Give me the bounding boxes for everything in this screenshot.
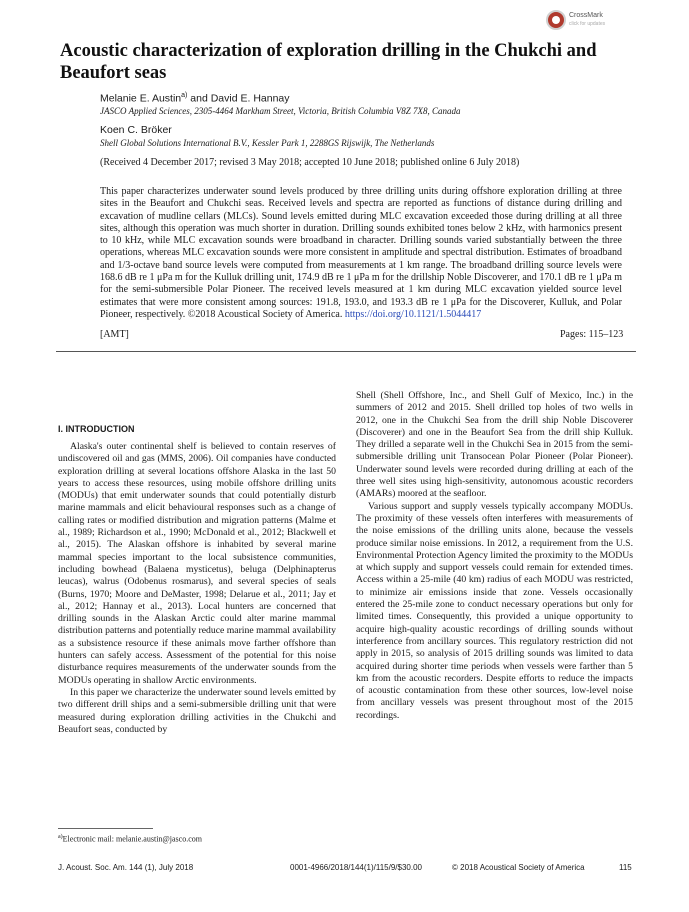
footer-journal: J. Acoust. Soc. Am. 144 (1), July 2018 — [58, 863, 194, 872]
paragraph: In this paper we characterize the underwater sound levels emitted by two different drill ships and a semi-submersible drilling unit that were measured during exploration drilling activities in the Chukchi and Beaufort seas, conducted by — [58, 686, 336, 735]
authors-line-1 — [100, 92, 290, 105]
footer-page-number: 115 — [619, 863, 632, 872]
paragraph: Shell (Shell Offshore, Inc., and Shell Gulf of Mexico, Inc.) in the summers of 2012 and 2015. Shell drilled top holes of two wells in 2012, one in the Chukchi Sea from the drill ship Noble Discoverer (Discoverer) and one in the Beaufort Sea from the drill ship Kulluk. They drilled a separate well in the Chukchi Sea in 2015 from the semi-submersible drilling unit Transocean Polar Pioneer (Polar Pioneer). Underwater sound levels were recorded during drilling at each of the three well sites using high-sensitivity, autonomous acoustic recorders (AMARs) moored at the seafloor. — [356, 390, 633, 500]
author-names-rest: and David E. Hannay — [187, 92, 290, 105]
affiliation-2: Shell Global Solutions International B.V., Kessler Park 1, 2288GS Rijswijk, The Netherlands — [100, 138, 435, 148]
crossmark-sub: click for updates — [569, 21, 606, 27]
paragraph: Alaska's outer continental shelf is believed to contain reserves of undiscovered oil and gas (MMS, 2006). Oil companies have conducted exploration drilling at several locations offshore Alaska in the last 50 years to access these resources, using mobile offshore drilling units (MODUs) that emit underwater sounds that could potentially disturb marine mammals and elicit behavioural responses such as a change of calling rates or modified distribution and migration patterns (Malme et al., 1989; Richardson et al., 1990; McDonald et al., 2012; Blackwell et al., 2015). The Alaskan offshore is inhabited by several marine mammal species important to the local subsistence communities, including bowhead (Balaena mysticetus), beluga (Delphinapterus leucas), walrus (Odobenus rosmarus), and several species of seals (Burns, 1970; Moore and DeMaster, 1998; Delarue et al., 2011; Jay et al., 2012; Hannay et al., 2013). Local hunters are concerned that drilling sounds in the Alaskan Arctic could alter marine mammal distribution patterns and potentially reduce marine mammal availability as a subsistence resource if these animals move farther offshore than hunters can safely access. Assessment of the potential for this noise disturbance requires measurements of the underwater sounds from the MODUs operating in shallow Arctic environments. — [58, 441, 336, 686]
author-footnote-mark: a) — [181, 92, 188, 99]
crossmark-logo[interactable] — [546, 10, 605, 30]
abstract-text: This paper characterizes underwater sound levels produced by three drilling units during offshore exploration drilling at three sites in the Beaufort and Chukchi seas. Received levels and spectra are reported as functions of distance during drilling and excavation of mudline cellars (MLCs). Sound levels emitted during MLC excavation exceeded those during drilling at all three sites, although this operation was much shorter in duration. Drilling sounds exhibited tones below 2 kHz, with harmonics present to 10 kHz, while MLC excavation sounds were broadband in character. Drilling sounds varied substantially between the three operations, whereas MLC excavation sounds were more consistent in amplitude and spectral distribution. Estimates of broadband and 1/3-octave band source levels were computed from measurements at 1 km range. The broadband drilling source levels were 168.6 dB re 1 μPa m for the Kulluk drilling unit, 174.9 dB re 1 μPa m for the drillship Noble Discoverer, and 170.1 dB re 1 μPa m for the semi-submersible Polar Pioneer. The received levels measured at 1 km during MLC excavation yielded source level estimates that were more consistent among sources: 191.8, 193.0, and 193.3 dB re 1 μPa for the Discoverer, Kulluk, and Polar Pioneer, respectively. ©2018 Acoustical Society of America. — [100, 186, 622, 320]
author-names: Melanie E. Austin — [100, 92, 182, 105]
divider — [56, 351, 636, 352]
body-column-left — [58, 441, 336, 736]
footnote-text: Electronic mail: melanie.austin@jasco.com — [62, 834, 202, 844]
affiliation-1: JASCO Applied Sciences, 2305-4464 Markham Street, Victoria, British Columbia V8Z 7X8, Canada — [100, 106, 461, 116]
footnote-mark: a) — [58, 834, 63, 840]
footnote — [58, 834, 202, 844]
footer-issn: 0001-4966/2018/144(1)/115/9/$30.00 — [290, 863, 422, 872]
paper-title: Acoustic characterization of exploration drilling in the Chukchi and Beaufort seas — [60, 41, 597, 83]
abstract — [100, 186, 622, 321]
page-range: Pages: 115–123 — [560, 329, 624, 340]
footer-copyright: © 2018 Acoustical Society of America — [452, 863, 585, 872]
paragraph: Various support and supply vessels typically accompany MODUs. The proximity of these vessels often interferes with measurements of the noise emissions of the drilling units alone, because the vessels produce similar noise emissions. In 2012, a requirement from the U.S. Environmental Protection Agency limited the proximity to the MODUs at which supply and support vessels could remain for extended times. Access within a 25-mile (40 km) radius of each MODU was restricted, to minimize air emissions inside that zone. Vessels occasionally entered the 25-mile zone to conduct necessary operations but only for limited times. Consequently, this provided a unique opportunity to acquire high-quality acoustic recordings of drilling sounds without interference from ancillary sources. This regulatory restriction did not apply in 2015, so analysis of 2015 drilling sounds was limited to data acquired during shorter time periods when vessels were farther than 5 km from the acoustic recorders. Despite efforts to reduce the impacts of acoustic contamination from these other sources, low-level noise from ancillary vessels was present throughout most of the 2015 recordings. — [356, 500, 633, 721]
body-column-right — [356, 390, 633, 722]
footnote-divider — [58, 828, 153, 829]
publication-dates: (Received 4 December 2017; revised 3 May 2018; accepted 10 June 2018; published online 6 July 2018) — [100, 157, 520, 168]
crossmark-name: CrossMark — [569, 12, 603, 19]
doi-link[interactable]: https://doi.org/10.1121/1.5044417 — [344, 308, 482, 320]
section-heading: I. INTRODUCTION — [58, 424, 135, 434]
amt-tag: [AMT] — [100, 329, 129, 340]
crossmark-icon — [546, 10, 566, 30]
authors-line-2: Koen C. Bröker — [100, 124, 172, 136]
